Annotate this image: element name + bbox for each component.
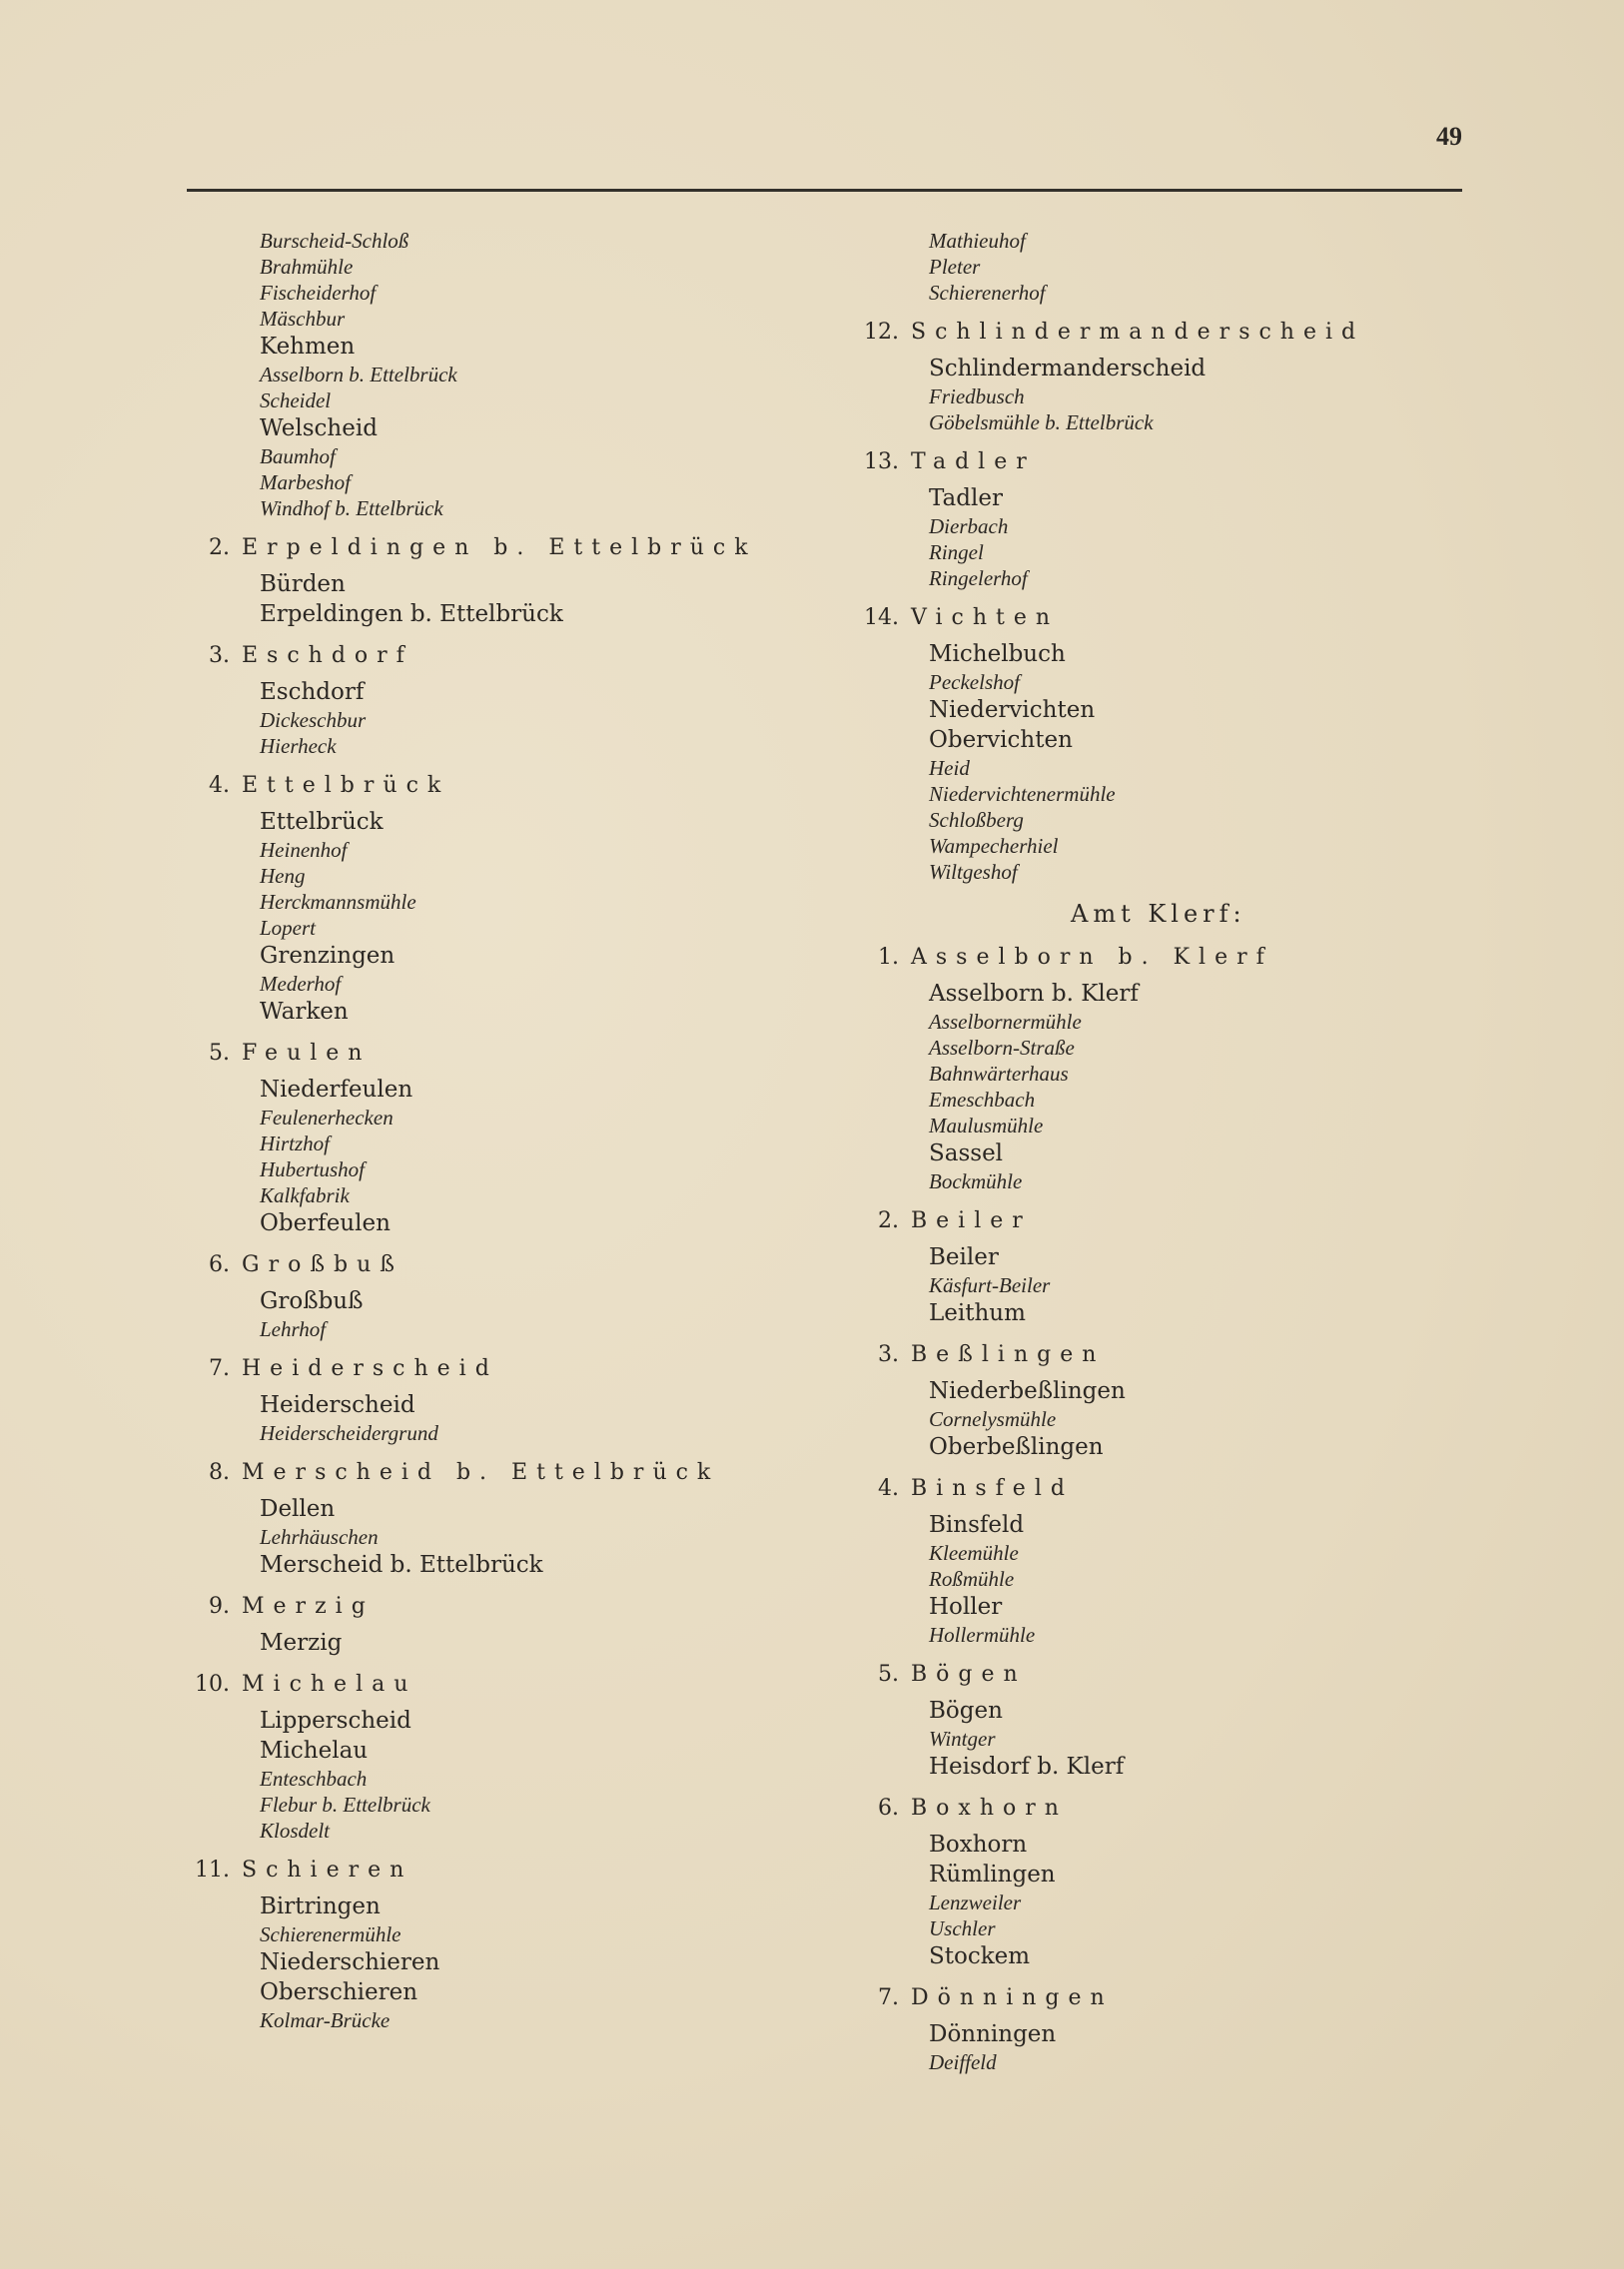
village-entry: Heiderscheid: [260, 1392, 415, 1418]
locality-entry: Käsfurt-Beiler: [929, 1273, 1051, 1297]
locality-entry: Bockmühle: [929, 1169, 1023, 1193]
locality-entry: Mäschbur: [260, 307, 346, 331]
locality-entry: Wintger: [929, 1727, 996, 1751]
village-entry: Grenzingen: [260, 943, 396, 969]
locality-entry: Roßmühle: [929, 1567, 1015, 1591]
locality-entry: Dickeschbur: [260, 708, 367, 732]
locality-entry: Emeschbach: [929, 1088, 1036, 1112]
locality-entry: Feulenerhecken: [260, 1106, 394, 1130]
municipality-name: Großbuß: [242, 1252, 404, 1277]
locality-entry: Wiltgeshof: [929, 860, 1018, 884]
locality-entry: Uschler: [929, 1916, 996, 1940]
municipality-number: 7.: [209, 1356, 230, 1381]
municipality-name: Binsfeld: [911, 1476, 1074, 1501]
municipality-name: Beiler: [911, 1208, 1032, 1233]
locality-entry: Heinenhof: [260, 838, 348, 862]
village-entry: Erpeldingen b. Ettelbrück: [260, 601, 563, 627]
municipality-number: 11.: [195, 1858, 230, 1883]
locality-entry: Asselbornermühle: [929, 1010, 1082, 1034]
village-entry: Oberschieren: [260, 1979, 418, 2005]
locality-entry: Heid: [929, 756, 970, 780]
municipality-heading: [849, 447, 1448, 477]
municipality-name: Michelau: [242, 1672, 417, 1697]
locality-entry: Göbelsmühle b. Ettelbrück: [929, 410, 1154, 434]
municipality-heading: [180, 771, 739, 801]
district-heading: Amt Klerf:: [1071, 900, 1246, 928]
village-entry: Dönningen: [929, 2021, 1057, 2047]
municipality-number: 6.: [878, 1796, 899, 1821]
locality-entry: Bahnwärterhaus: [929, 1062, 1069, 1086]
locality-entry: Mederhof: [260, 972, 342, 996]
right-column: [849, 228, 1448, 2075]
municipality-name: Vichten: [911, 605, 1060, 630]
village-entry: Tadler: [929, 485, 1003, 511]
locality-entry: Kleemühle: [929, 1541, 1019, 1565]
village-entry: Niederschieren: [260, 1949, 440, 1975]
locality-entry: Ringel: [929, 540, 984, 564]
locality-entry: Klosdelt: [260, 1819, 331, 1843]
municipality-heading: [180, 1458, 739, 1488]
locality-entry: Maulusmühle: [929, 1114, 1044, 1137]
village-entry: Boxhorn: [929, 1832, 1028, 1858]
locality-entry: Niedervichtenermühle: [929, 782, 1116, 806]
municipality-name: Schieren: [242, 1858, 413, 1883]
village-entry: Eschdorf: [260, 679, 365, 705]
municipality-name: Bögen: [911, 1662, 1027, 1687]
municipality-name: Boxhorn: [911, 1796, 1068, 1821]
locality-entry: Herckmannsmühle: [260, 890, 416, 914]
village-entry: Michelau: [260, 1738, 369, 1764]
locality-entry: Kolmar-Brücke: [260, 2008, 391, 2032]
locality-entry: Cornelysmühle: [929, 1407, 1057, 1431]
municipality-number: 4.: [878, 1476, 899, 1501]
locality-entry: Mathieuhof: [929, 229, 1026, 253]
locality-entry: Hubertushof: [260, 1157, 365, 1181]
locality-entry: Heiderscheidergrund: [260, 1421, 438, 1445]
municipality-heading: [849, 1983, 1448, 2013]
locality-entry: Schierenermühle: [260, 1922, 402, 1946]
municipality-number: 5.: [209, 1041, 230, 1066]
village-entry: Leithum: [929, 1300, 1026, 1326]
locality-entry: Pleter: [929, 255, 981, 279]
municipality-name: Heiderscheid: [242, 1356, 498, 1381]
village-entry: Oberbeßlingen: [929, 1434, 1104, 1460]
locality-entry: Asselborn-Straße: [929, 1036, 1075, 1060]
municipality-name: Dönningen: [911, 1985, 1114, 2010]
municipality-name: Tadler: [911, 449, 1036, 474]
village-entry: Merscheid b. Ettelbrück: [260, 1552, 543, 1578]
locality-entry: Baumhof: [260, 444, 336, 468]
locality-entry: Lehrhäuschen: [260, 1525, 379, 1549]
village-entry: Merzig: [260, 1630, 343, 1656]
locality-entry: Schierenerhof: [929, 281, 1046, 305]
village-entry: Schlindermanderscheid: [929, 356, 1207, 381]
municipality-number: 3.: [209, 643, 230, 668]
municipality-number: 4.: [209, 773, 230, 798]
municipality-heading: [849, 1206, 1448, 1236]
village-entry: Stockem: [929, 1943, 1031, 1969]
village-entry: Großbuß: [260, 1288, 364, 1314]
locality-entry: Schloßberg: [929, 808, 1024, 832]
municipality-number: 13.: [864, 449, 899, 474]
village-entry: Rümlingen: [929, 1862, 1056, 1888]
municipality-heading: [180, 641, 739, 671]
locality-entry: Lenzweiler: [929, 1891, 1022, 1914]
locality-entry: Lehrhof: [260, 1317, 327, 1341]
locality-entry: Wampecherhiel: [929, 834, 1059, 858]
municipality-heading: [849, 1340, 1448, 1370]
municipality-heading: [849, 943, 1448, 973]
locality-entry: Lopert: [260, 916, 317, 940]
municipality-number: 10.: [195, 1672, 230, 1697]
village-entry: Warken: [260, 999, 349, 1025]
municipality-name: Merzig: [242, 1594, 375, 1619]
village-entry: Oberfeulen: [260, 1210, 391, 1236]
village-entry: Niederfeulen: [260, 1077, 413, 1103]
village-entry: Bögen: [929, 1698, 1003, 1724]
municipality-name: Schlindermanderscheid: [911, 320, 1365, 345]
village-entry: Beiler: [929, 1244, 999, 1270]
municipality-number: 9.: [209, 1594, 230, 1619]
village-entry: Michelbuch: [929, 641, 1066, 667]
locality-entry: Peckelshof: [929, 670, 1020, 694]
village-entry: Lipperscheid: [260, 1708, 411, 1734]
municipality-number: 2.: [209, 535, 230, 560]
municipality-name: Eschdorf: [242, 643, 413, 668]
municipality-heading: [180, 1039, 739, 1069]
locality-entry: Dierbach: [929, 514, 1009, 538]
municipality-number: 1.: [878, 945, 899, 970]
locality-entry: Asselborn b. Ettelbrück: [260, 363, 457, 386]
locality-entry: Deiffeld: [929, 2050, 997, 2074]
header-rule: [187, 189, 1462, 192]
village-entry: Asselborn b. Klerf: [929, 981, 1139, 1007]
municipality-heading: [849, 1474, 1448, 1504]
municipality-heading: [180, 1670, 739, 1700]
locality-entry: Ringelerhof: [929, 566, 1028, 590]
page-number: 49: [1436, 122, 1462, 151]
locality-entry: Scheidel: [260, 388, 332, 412]
municipality-heading: [180, 533, 757, 563]
village-entry: Dellen: [260, 1496, 336, 1522]
municipality-number: 3.: [878, 1342, 899, 1367]
municipality-heading: [180, 1592, 739, 1622]
municipality-number: 5.: [878, 1662, 899, 1687]
locality-entry: Hirtzhof: [260, 1132, 331, 1155]
village-entry: Binsfeld: [929, 1512, 1025, 1538]
municipality-heading: [180, 1250, 739, 1280]
village-entry: Welscheid: [260, 415, 378, 441]
locality-entry: Friedbusch: [929, 384, 1025, 408]
locality-entry: Windhof b. Ettelbrück: [260, 496, 443, 520]
village-entry: Birtringen: [260, 1893, 381, 1919]
locality-entry: Hollermühle: [929, 1623, 1036, 1647]
village-entry: Obervichten: [929, 727, 1073, 753]
locality-entry: Kalkfabrik: [260, 1183, 350, 1207]
village-entry: Niedervichten: [929, 697, 1096, 723]
village-entry: Ettelbrück: [260, 809, 384, 835]
locality-entry: Flebur b. Ettelbrück: [260, 1793, 430, 1817]
locality-entry: Heng: [260, 864, 306, 888]
village-entry: Sassel: [929, 1140, 1004, 1166]
village-entry: Kehmen: [260, 334, 356, 360]
municipality-name: Beßlingen: [911, 1342, 1106, 1367]
municipality-name: Ettelbrück: [242, 773, 450, 798]
locality-entry: Burscheid-Schloß: [260, 229, 409, 253]
municipality-number: 8.: [209, 1460, 230, 1485]
municipality-number: 6.: [209, 1252, 230, 1277]
municipality-heading: [849, 603, 1448, 633]
locality-entry: Enteschbach: [260, 1767, 368, 1791]
municipality-heading: [849, 318, 1448, 348]
municipality-number: 12.: [864, 320, 899, 345]
municipality-heading: [849, 1794, 1448, 1824]
municipality-number: 2.: [878, 1208, 899, 1233]
locality-entry: Hierheck: [260, 734, 337, 758]
municipality-name: Erpeldingen b. Ettelbrück: [242, 535, 757, 560]
municipality-name: Merscheid b. Ettelbrück: [242, 1460, 720, 1485]
municipality-name: Asselborn b. Klerf: [911, 945, 1273, 970]
municipality-number: 14.: [864, 605, 899, 630]
municipality-heading: [180, 1856, 739, 1886]
left-column: [180, 228, 757, 2033]
locality-entry: Fischeiderhof: [260, 281, 377, 305]
municipality-heading: [849, 1660, 1448, 1690]
locality-entry: Brahmühle: [260, 255, 354, 279]
village-entry: Niederbeßlingen: [929, 1378, 1126, 1404]
locality-entry: Marbeshof: [260, 470, 351, 494]
village-entry: Bürden: [260, 571, 346, 597]
municipality-name: Feulen: [242, 1041, 372, 1066]
village-entry: Holler: [929, 1594, 1003, 1620]
municipality-number: 7.: [878, 1985, 899, 2010]
village-entry: Heisdorf b. Klerf: [929, 1754, 1125, 1780]
municipality-heading: [180, 1354, 739, 1384]
